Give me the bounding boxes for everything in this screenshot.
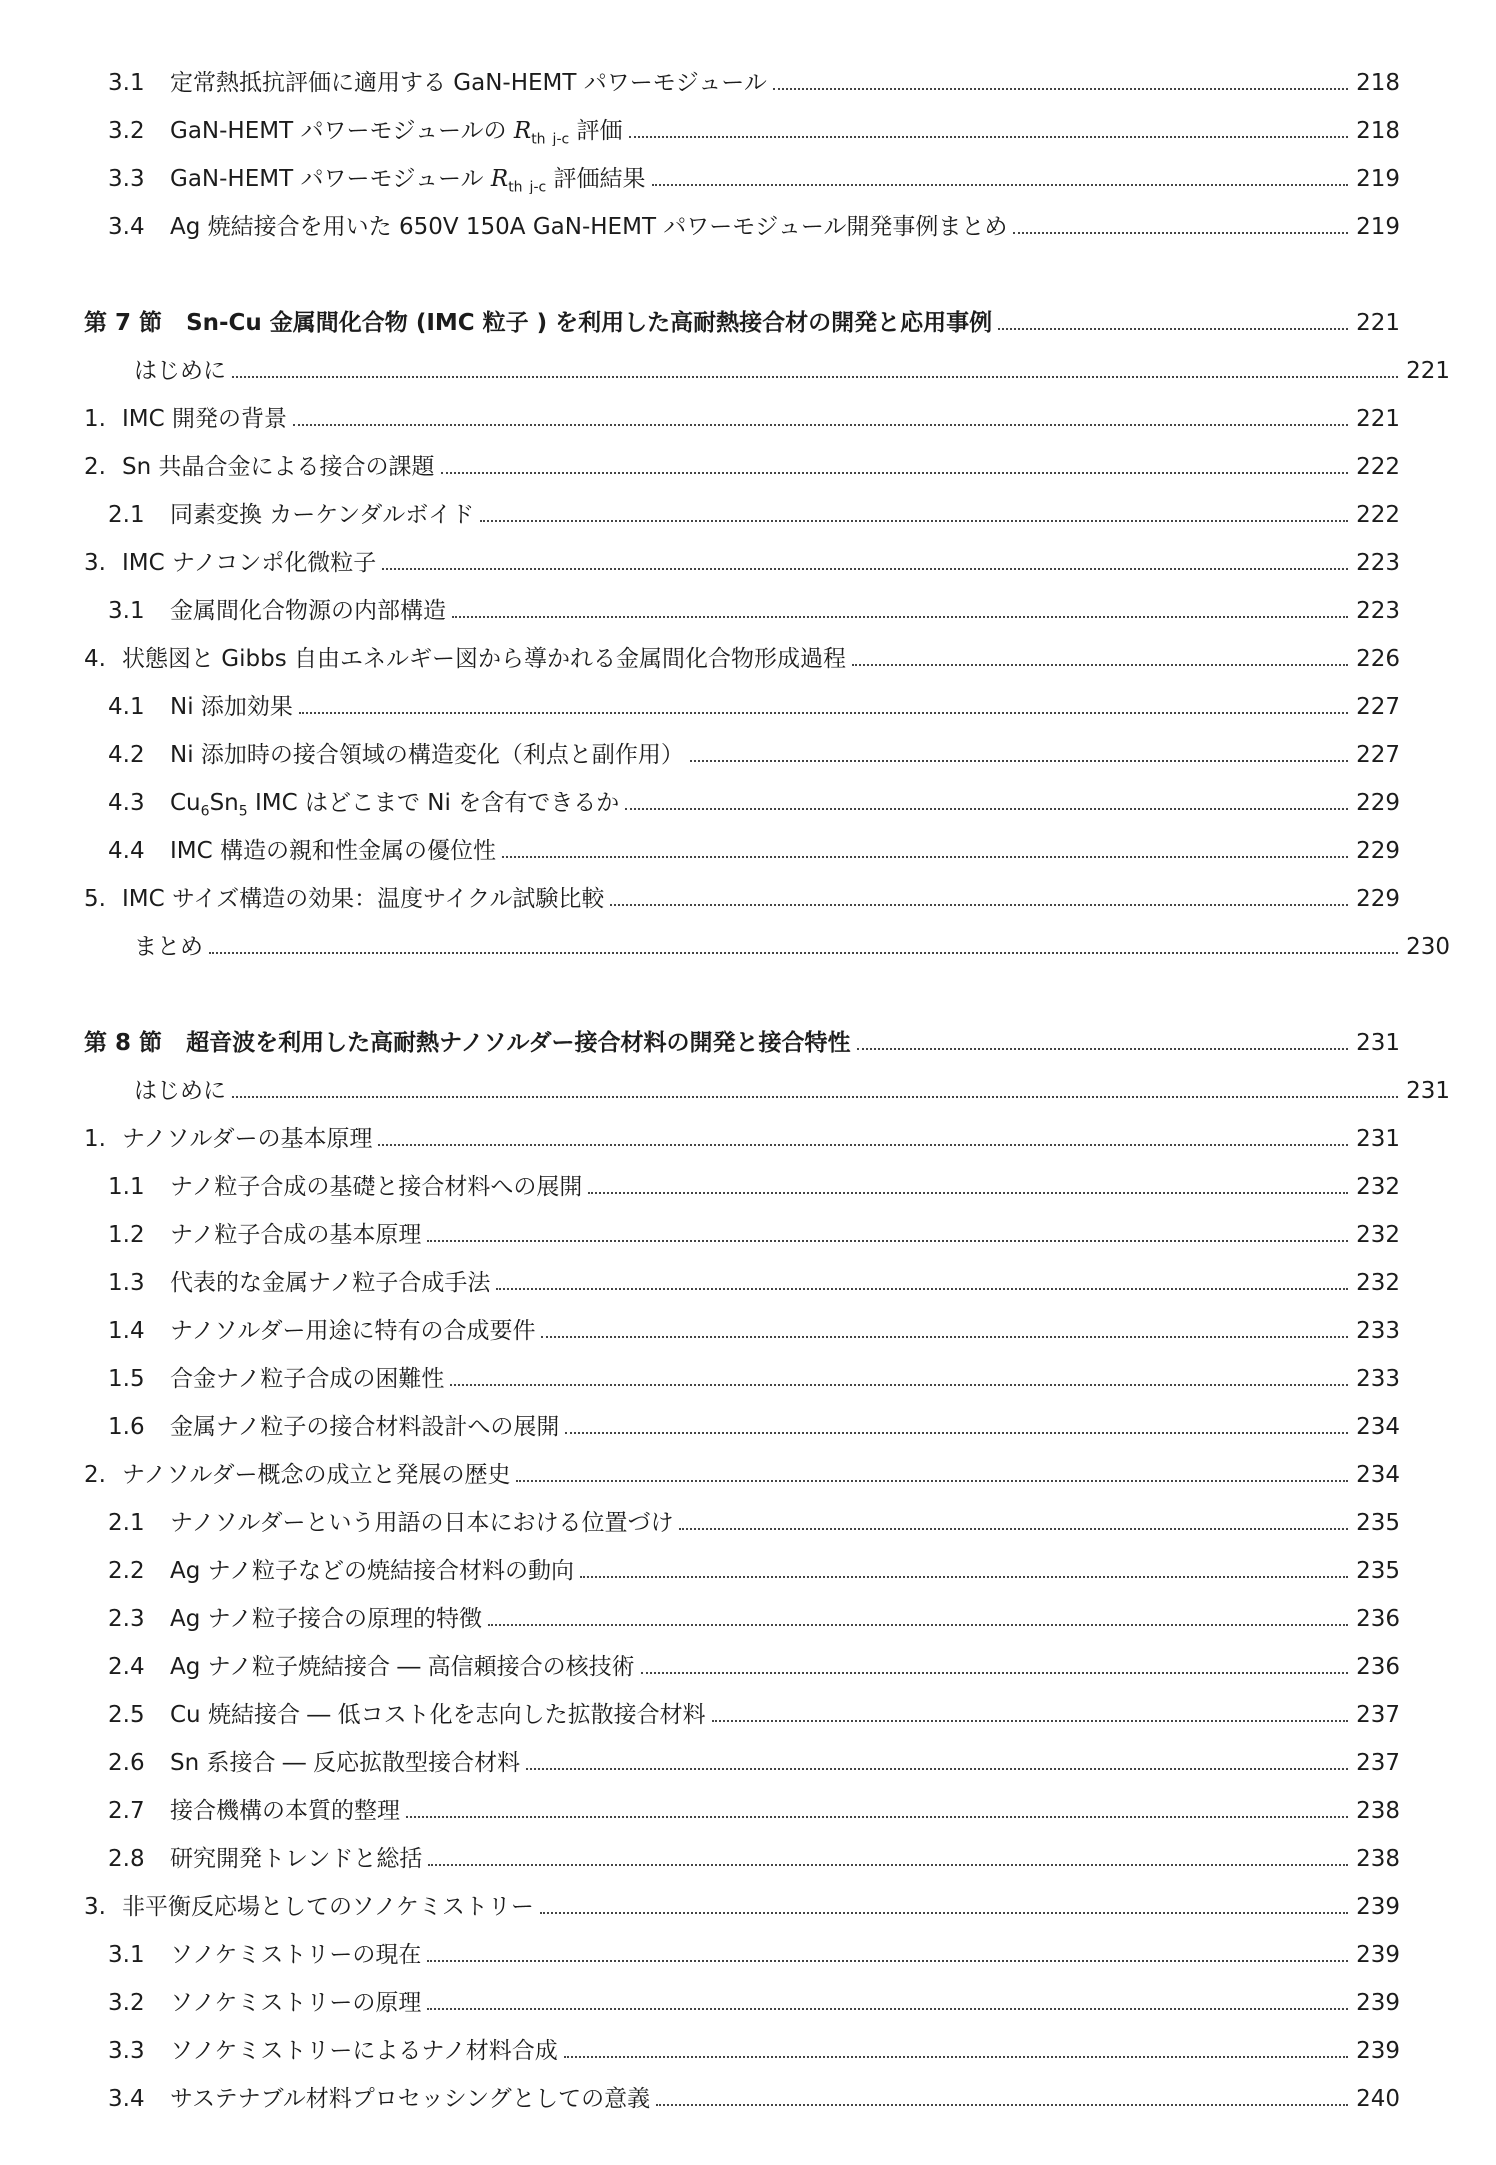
dot-leader	[610, 904, 1348, 906]
entry-title: ソノケミストリーの現在	[170, 1942, 422, 1968]
toc-entry[interactable]	[84, 634, 1400, 674]
toc-entry[interactable]	[84, 106, 1400, 146]
page-number: 237	[1356, 1702, 1400, 1728]
entry-title: 同素変換 カーケンダルボイド	[170, 502, 475, 528]
entry-number: 3.4	[108, 214, 145, 240]
entry-number: 4.1	[108, 694, 145, 720]
dot-leader	[427, 2008, 1348, 2010]
dot-leader	[564, 2056, 1348, 2058]
toc-entry[interactable]	[84, 442, 1400, 482]
dot-leader	[588, 1192, 1348, 1194]
toc-entry[interactable]	[84, 58, 1400, 98]
dot-leader	[526, 1768, 1348, 1770]
dot-leader	[565, 1432, 1348, 1434]
entry-title: Cu 焼結接合 ― 低コスト化を志向した拡散接合材料	[170, 1702, 706, 1728]
dot-leader	[382, 568, 1348, 570]
dot-leader	[857, 1048, 1348, 1050]
dot-leader	[406, 1816, 1348, 1818]
entry-number: 1.1	[108, 1174, 145, 1200]
dot-leader	[1013, 232, 1348, 234]
section-heading: 第 8 節 超音波を利用した高耐熱ナノソルダー接合材料の開発と接合特性	[84, 1030, 851, 1056]
dot-leader	[641, 1672, 1348, 1674]
entry-title: はじめに	[134, 358, 226, 384]
entry-number: 2.1	[108, 502, 145, 528]
page-number: 223	[1356, 598, 1400, 624]
page-number: 239	[1356, 2038, 1400, 2064]
entry-number: 1.6	[108, 1414, 145, 1440]
entry-title: 金属間化合物源の内部構造	[170, 598, 446, 624]
entry-title: 合金ナノ粒子合成の困難性	[170, 1366, 445, 1392]
entry-title: ナノソルダー用途に特有の合成要件	[170, 1318, 536, 1344]
entry-title: Sn 共晶合金による接合の課題	[122, 454, 435, 480]
toc-entry[interactable]	[84, 1978, 1400, 2018]
entry-title: ソノケミストリーによるナノ材料合成	[170, 2038, 558, 2064]
entry-title: 研究開発トレンドと総括	[170, 1846, 423, 1872]
entry-title: Ag 焼結接合を用いた 650V 150A GaN-HEMT パワーモジュール開発事例まとめ	[170, 214, 1008, 240]
toc-entry[interactable]	[84, 682, 1400, 722]
entry-number: 2.2	[108, 1558, 145, 1584]
toc-entry[interactable]	[84, 1786, 1400, 1826]
toc-entry[interactable]	[84, 922, 1450, 962]
dot-leader	[232, 376, 1398, 378]
page-number: 232	[1356, 1222, 1400, 1248]
toc-entry[interactable]	[84, 154, 1400, 194]
toc-entry[interactable]	[84, 490, 1400, 530]
entry-number: 2.1	[108, 1510, 145, 1536]
toc-entry[interactable]	[84, 1882, 1400, 1922]
page-number: 219	[1356, 166, 1400, 192]
page-number: 222	[1356, 502, 1400, 528]
dot-leader	[452, 616, 1348, 618]
dot-leader	[656, 2104, 1348, 2106]
toc-entry[interactable]	[84, 586, 1400, 626]
entry-title: Ag ナノ粒子などの焼結接合材料の動向	[170, 1558, 575, 1584]
toc-section-heading[interactable]	[84, 298, 1400, 338]
toc-entry[interactable]	[84, 346, 1450, 386]
dot-leader	[773, 88, 1348, 90]
dot-leader	[502, 856, 1348, 858]
page-number: 239	[1356, 1942, 1400, 1968]
page-number: 227	[1356, 694, 1400, 720]
toc-section-heading[interactable]	[84, 1018, 1400, 1058]
page-number: 218	[1356, 70, 1400, 96]
entry-title: ナノソルダーという用語の日本における位置づけ	[170, 1510, 674, 1536]
entry-number: 3.2	[108, 1990, 145, 2016]
entry-number: 3.4	[108, 2086, 145, 2112]
entry-title: サステナブル材料プロセッシングとしての意義	[170, 2086, 651, 2112]
toc-entry[interactable]	[84, 394, 1400, 434]
entry-number: 1.5	[108, 1366, 145, 1392]
page-number: 239	[1356, 1894, 1400, 1920]
dot-leader	[488, 1624, 1348, 1626]
entry-title: IMC 開発の背景	[122, 406, 287, 432]
entry-number: 4.	[84, 646, 106, 672]
page-number: 221	[1406, 358, 1450, 384]
entry-title: ナノ粒子合成の基本原理	[170, 1222, 422, 1248]
entry-title: はじめに	[134, 1078, 226, 1104]
page-number: 221	[1356, 310, 1400, 336]
entry-number: 1.3	[108, 1270, 145, 1296]
entry-number: 4.3	[108, 790, 145, 816]
toc-entry[interactable]	[84, 2074, 1400, 2114]
entry-number: 3.2	[108, 118, 145, 144]
entry-title: Ni 添加時の接合領域の構造変化（利点と副作用）	[170, 742, 684, 768]
toc-entry[interactable]	[84, 1498, 1400, 1538]
entry-title: 金属ナノ粒子の接合材料設計への展開	[170, 1414, 560, 1440]
page-number: 219	[1356, 214, 1400, 240]
page-number: 227	[1356, 742, 1400, 768]
dot-leader	[293, 424, 1348, 426]
toc-entry[interactable]	[84, 1642, 1400, 1682]
entry-number: 3.	[84, 550, 106, 576]
toc-entry[interactable]	[84, 1210, 1400, 1250]
entry-title: IMC 構造の親和性金属の優位性	[170, 838, 496, 864]
dot-leader	[516, 1480, 1348, 1482]
entry-number: 2.8	[108, 1846, 145, 1872]
toc-entry[interactable]	[84, 2026, 1400, 2066]
entry-number: 2.	[84, 454, 106, 480]
page-number: 235	[1356, 1510, 1400, 1536]
entry-title: IMC ナノコンポ化微粒子	[122, 550, 377, 576]
entry-number: 2.6	[108, 1750, 145, 1776]
entry-title: 代表的な金属ナノ粒子合成手法	[170, 1270, 491, 1296]
entry-number: 3.1	[108, 70, 145, 96]
toc-entry[interactable]	[84, 1354, 1400, 1394]
entry-title: GaN-HEMT パワーモジュールの $R_{th\_j-c}$ 評価	[170, 118, 623, 146]
page-number: 240	[1356, 2086, 1400, 2112]
entry-title: ナノソルダーの基本原理	[122, 1126, 373, 1152]
page-number: 231	[1356, 1030, 1400, 1056]
entry-title: 定常熱抵抗評価に適用する GaN-HEMT パワーモジュール	[170, 70, 767, 96]
dot-leader	[427, 1960, 1348, 1962]
entry-title: $Cu_6Sn_5$ IMC はどこまで Ni を含有できるか	[170, 790, 620, 818]
entry-number: 2.5	[108, 1702, 145, 1728]
entry-number: 4.4	[108, 838, 145, 864]
page-number: 232	[1356, 1270, 1400, 1296]
dot-leader	[480, 520, 1348, 522]
toc-entry[interactable]	[84, 1306, 1400, 1346]
toc-entry[interactable]	[84, 538, 1400, 578]
entry-title: ナノ粒子合成の基礎と接合材料への展開	[170, 1174, 583, 1200]
entry-number: 1.2	[108, 1222, 145, 1248]
dot-leader	[299, 712, 1348, 714]
page-number: 233	[1356, 1318, 1400, 1344]
toc-entry[interactable]	[84, 1546, 1400, 1586]
page-number: 229	[1356, 886, 1400, 912]
entry-number: 3.1	[108, 1942, 145, 1968]
dot-leader	[496, 1288, 1348, 1290]
entry-number: 5.	[84, 886, 106, 912]
page-number: 235	[1356, 1558, 1400, 1584]
page-number: 222	[1356, 454, 1400, 480]
dot-leader	[652, 184, 1348, 186]
toc-entry[interactable]	[84, 1594, 1400, 1634]
dot-leader	[450, 1384, 1348, 1386]
dot-leader	[427, 1240, 1348, 1242]
dot-leader	[441, 472, 1349, 474]
page-number: 236	[1356, 1606, 1400, 1632]
entry-number: 2.3	[108, 1606, 145, 1632]
entry-number: 1.	[84, 1126, 106, 1152]
entry-number: 3.3	[108, 166, 145, 192]
page-number: 238	[1356, 1798, 1400, 1824]
page-number: 238	[1356, 1846, 1400, 1872]
toc-entry[interactable]	[84, 1066, 1450, 1106]
dot-leader	[852, 664, 1348, 666]
dot-leader	[625, 808, 1348, 810]
toc-entry[interactable]	[84, 1114, 1400, 1154]
entry-title: ソノケミストリーの原理	[170, 1990, 422, 2016]
page-number: 236	[1356, 1654, 1400, 1680]
toc-entry[interactable]	[84, 1162, 1400, 1202]
toc-entry[interactable]	[84, 1738, 1400, 1778]
dot-leader	[690, 760, 1348, 762]
toc-entry[interactable]	[84, 730, 1400, 770]
entry-number: 2.	[84, 1462, 106, 1488]
toc-entry[interactable]	[84, 826, 1400, 866]
toc-entry[interactable]	[84, 778, 1400, 818]
page-number: 234	[1356, 1414, 1400, 1440]
page-number: 232	[1356, 1174, 1400, 1200]
page-number: 230	[1406, 934, 1450, 960]
entry-title: GaN-HEMT パワーモジュール $R_{th\_j-c}$ 評価結果	[170, 166, 646, 194]
entry-title: 状態図と Gibbs 自由エネルギー図から導かれる金属間化合物形成過程	[122, 646, 847, 672]
toc-entry[interactable]	[84, 202, 1400, 242]
entry-number: 3.1	[108, 598, 145, 624]
entry-title: 接合機構の本質的整理	[170, 1798, 400, 1824]
dot-leader	[378, 1144, 1348, 1146]
dot-leader	[679, 1528, 1348, 1530]
page-number: 231	[1356, 1126, 1400, 1152]
entry-number: 2.7	[108, 1798, 145, 1824]
entry-title: ナノソルダー概念の成立と発展の歴史	[122, 1462, 511, 1488]
page-number: 221	[1356, 406, 1400, 432]
dot-leader	[998, 328, 1348, 330]
toc-entry[interactable]	[84, 1930, 1400, 1970]
toc-entry[interactable]	[84, 1834, 1400, 1874]
page-number: 223	[1356, 550, 1400, 576]
toc-entry[interactable]	[84, 1258, 1400, 1298]
entry-title: まとめ	[134, 934, 203, 960]
entry-title: IMC サイズ構造の効果：温度サイクル試験比較	[122, 886, 605, 912]
entry-title: Ag ナノ粒子焼結接合 ― 高信頼接合の核技術	[170, 1654, 635, 1680]
page-number: 226	[1356, 646, 1400, 672]
dot-leader	[580, 1576, 1348, 1578]
entry-number: 1.4	[108, 1318, 145, 1344]
page-number: 237	[1356, 1750, 1400, 1776]
page-number: 229	[1356, 790, 1400, 816]
entry-number: 1.	[84, 406, 106, 432]
dot-leader	[209, 952, 1398, 954]
page-number: 239	[1356, 1990, 1400, 2016]
dot-leader	[712, 1720, 1348, 1722]
dot-leader	[540, 1912, 1348, 1914]
dot-leader	[428, 1864, 1348, 1866]
entry-title: Ni 添加効果	[170, 694, 293, 720]
dot-leader	[541, 1336, 1348, 1338]
page-number: 218	[1356, 118, 1400, 144]
page-number: 234	[1356, 1462, 1400, 1488]
toc-entry[interactable]	[84, 1690, 1400, 1730]
toc-entry[interactable]	[84, 1450, 1400, 1490]
entry-number: 3.3	[108, 2038, 145, 2064]
dot-leader	[232, 1096, 1398, 1098]
toc-entry[interactable]	[84, 874, 1400, 914]
entry-number: 2.4	[108, 1654, 145, 1680]
entry-number: 3.	[84, 1894, 106, 1920]
entry-title: Sn 系接合 ― 反応拡散型接合材料	[170, 1750, 521, 1776]
dot-leader	[629, 136, 1348, 138]
section-heading: 第 7 節 Sn-Cu 金属間化合物 (IMC 粒子 ) を利用した高耐熱接合材の開発と応用事例	[84, 310, 993, 336]
page-number: 229	[1356, 838, 1400, 864]
entry-number: 4.2	[108, 742, 145, 768]
entry-title: 非平衡反応場としてのソノケミストリー	[122, 1894, 534, 1920]
page-number: 231	[1406, 1078, 1450, 1104]
toc-entry[interactable]	[84, 1402, 1400, 1442]
page-number: 233	[1356, 1366, 1400, 1392]
entry-title: Ag ナノ粒子接合の原理的特徴	[170, 1606, 483, 1632]
